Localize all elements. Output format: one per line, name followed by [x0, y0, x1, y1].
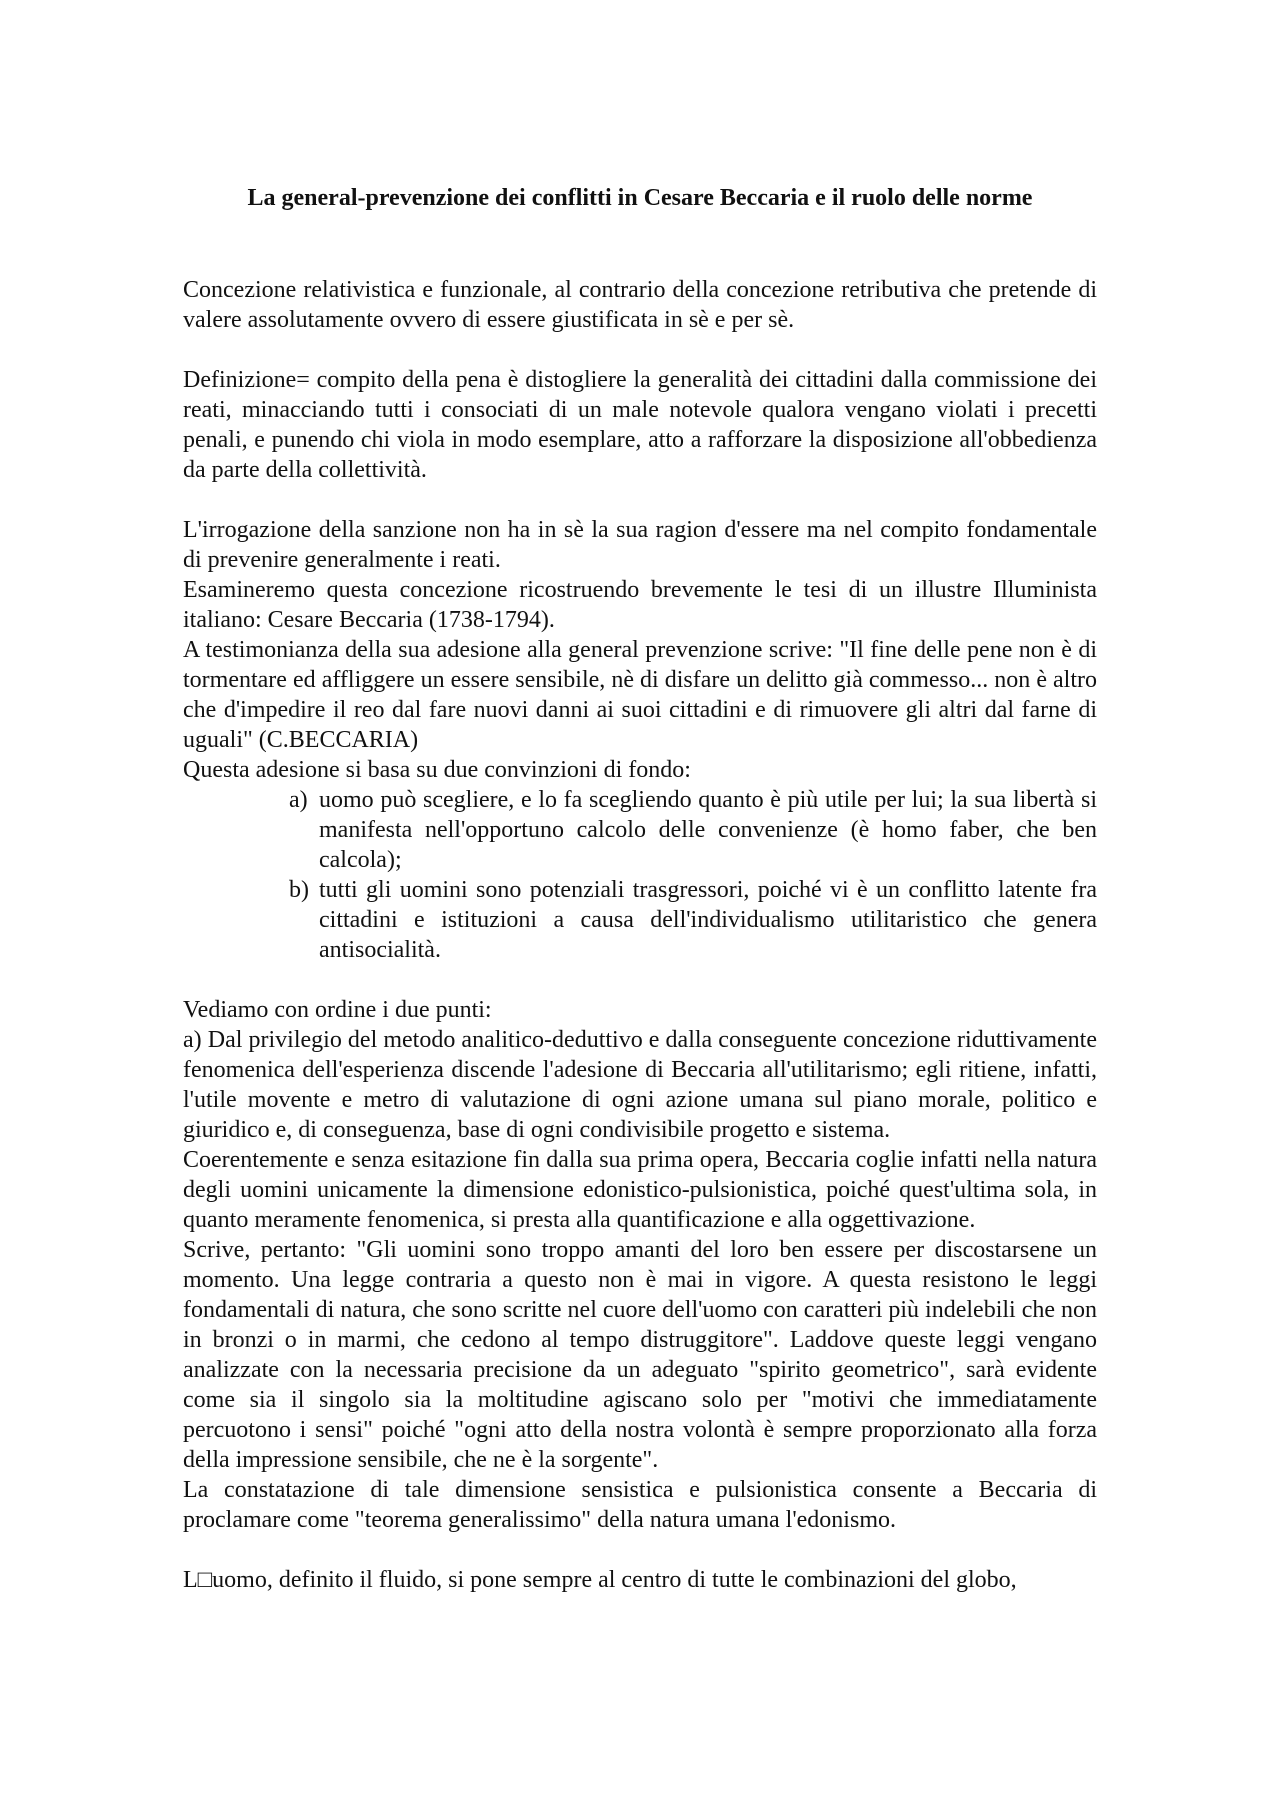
list-item-text: tutti gli uomini sono potenziali trasgressori, poiché vi è un conflitto latente fra cittadini e istituzioni a causa dell'individualismo utilitaristico che genera antisocialità.	[319, 877, 1097, 963]
list-item	[183, 785, 1097, 875]
document-title: La general-prevenzione dei conflitti in Cesare Beccaria e il ruolo delle norme	[247, 185, 1033, 211]
paragraph: Definizione= compito della pena è distogliere la generalità dei cittadini dalla commissione dei reati, minacciando tutti i consociati di un male notevole qualora vengano violati i precetti penali, e punendo chi viola in modo esemplare, atto a rafforzare la disposizione all'obbedienza da parte della collettività.	[183, 367, 1097, 483]
list-item-text: uomo può scegliere, e lo fa scegliendo quanto è più utile per lui; la sua libertà si manifesta nell'opportuno calcolo delle convenienze (è homo faber, che ben calcola);	[319, 787, 1097, 873]
paragraph: Coerentemente e senza esitazione fin dalla sua prima opera, Beccaria coglie infatti nella natura degli uomini unicamente la dimensione edonistico-pulsionistica, poiché quest'ultima sola, in quanto meramente fenomenica, si presta alla quantificazione e alla oggettivazione.	[183, 1147, 1097, 1233]
paragraph: L'irrogazione della sanzione non ha in sè la sua ragion d'essere ma nel compito fondamentale di prevenire generalmente i reati.	[183, 517, 1097, 573]
list-item	[183, 875, 1097, 965]
paragraph: L□uomo, definito il fluido, si pone sempre al centro di tutte le combinazioni del globo,	[183, 1567, 1017, 1593]
paragraph: A testimonianza della sua adesione alla general prevenzione scrive: "Il fine delle pene non è di tormentare ed affliggere un essere sensibile, nè di disfare un delitto già commesso... non è altro che d'impedire il reo dal fare nuovi danni ai suoi cittadini e di rimuovere gli altri dal farne di uguali" (C.BECCARIA)	[183, 637, 1097, 753]
paragraph: Scrive, pertanto: "Gli uomini sono troppo amanti del loro ben essere per discostarsene un momento. Una legge contraria a questo non è mai in vigore. A questa resistono le leggi fondamentali di natura, che sono scritte nel cuore dell'uomo con caratteri più indelebili che non in bronzi o in marmi, che cedono al tempo distruggitore". Laddove queste leggi vengano analizzate con la necessaria precisione da un adeguato "spirito geometrico", sarà evidente come sia il singolo sia la moltitudine agiscano solo per "motivi che immediatamente percuotono i sensi" poiché "ogni atto della nostra volontà è sempre proporzionato alla forza della impressione sensibile, che ne è la sorgente".	[183, 1237, 1098, 1473]
paragraph: La constatazione di tale dimensione sensistica e pulsionistica consente a Beccaria di proclamare come "teorema generalissimo" della natura umana l'edonismo.	[183, 1477, 1097, 1533]
paragraph: Vediamo con ordine i due punti:	[183, 997, 492, 1023]
list-marker: a)	[289, 787, 308, 813]
list-marker: b)	[289, 877, 309, 903]
paragraph: Questa adesione si basa su due convinzioni di fondo:	[183, 757, 691, 783]
paragraph: Esamineremo questa concezione ricostruendo brevemente le tesi di un illustre Illuminista italiano: Cesare Beccaria (1738-1794).	[183, 577, 1097, 633]
document-body	[183, 275, 1097, 1595]
paragraph: Concezione relativistica e funzionale, al contrario della concezione retributiva che pretende di valere assolutamente ovvero di essere giustificata in sè e per sè.	[183, 277, 1097, 333]
paragraph: a) Dal privilegio del metodo analitico-deduttivo e dalla conseguente concezione riduttivamente fenomenica dell'esperienza discende l'adesione di Beccaria all'utilitarismo; egli ritiene, infatti, l'utile movente e metro di valutazione di ogni azione umana sul piano morale, politico e giuridico e, di conseguenza, base di ogni condivisibile progetto e sistema.	[183, 1027, 1097, 1143]
convictions-list	[183, 785, 1097, 965]
